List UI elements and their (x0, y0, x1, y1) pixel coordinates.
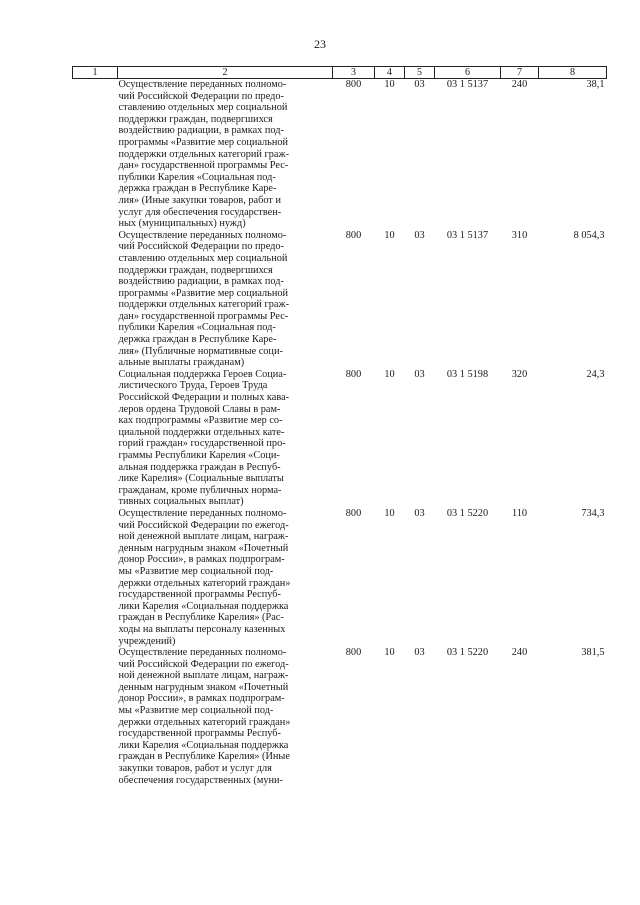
row-code-5: 03 (414, 79, 425, 90)
column-number-8: 8 (539, 67, 607, 79)
table-row (73, 369, 607, 508)
row-description: Социальная поддержка Героев Социа- листического Труда, Героев Труда Российской Федерации и полных кава- леров ордена Трудовой Славы в рам- ках подпрограммы «Развитие мер со- циальной поддержки отдельных кате- горий граждан» государственной про- граммы Республики Карелия «Соци- альная поддержка граждан в Респуб- лике Карелия» (Социальные выплаты гражданам, кроме публичных норма- тивных социальных выплат) (118, 368, 290, 508)
page-number: 23 (314, 37, 326, 51)
row-description: Осуществление переданных полномо- чий Российской Федерации по ежегод- ной денежной выплате лицам, награж- денным нагрудным знаком «Почетный донор России», в рамках подпрограм- мы «Развитие мер социальной под- держки отдельных категорий граждан» государственной программы Респуб- лики Карелия «Социальная поддержка граждан в Республике Карелия» (Иные закупки товаров, работ и услуг для обеспечения государственных (муни- (118, 647, 291, 786)
table-row (73, 79, 607, 230)
row-amount: 38,1 (586, 79, 605, 90)
column-number-3: 3 (333, 67, 375, 79)
column-number-row (73, 67, 607, 79)
row-spacer-cell (73, 369, 117, 508)
row-code-7: 310 (511, 229, 528, 241)
table-body (73, 79, 607, 787)
row-code-3: 800 (345, 368, 362, 380)
column-number-6: 6 (435, 67, 501, 79)
row-amount: 734,3 (581, 507, 605, 519)
row-code-6: 03 1 5198 (446, 368, 489, 380)
column-number-5: 5 (405, 67, 435, 79)
row-code-7: 320 (511, 368, 528, 380)
row-spacer-cell (73, 508, 117, 647)
column-number-2: 2 (222, 67, 228, 78)
row-code-7: 240 (511, 647, 528, 659)
table-row (73, 230, 607, 369)
row-code-4: 10 (384, 79, 395, 90)
row-code-4: 10 (384, 368, 395, 380)
row-description: Осуществление переданных полномо- чий Российской Федерации по предо- ставлению отдельных мер социальной поддержки граждан, подвергшихся воздействию радиации, в рамках под- программы «Развитие мер социальной поддержки отдельных категорий граж- дан» государственной программы Рес- публики Карелия «Социальная под- держка граждан в Республике Каре- лия» (Иные закупки товаров, работ и услуг для обеспечения государствен- ных (муниципальных) нужд) (118, 79, 289, 230)
row-amount: 24,3 (586, 368, 605, 380)
budget-table (72, 66, 607, 786)
row-spacer-cell (73, 230, 117, 369)
row-code-5: 03 (414, 229, 425, 241)
column-number-4: 4 (375, 67, 405, 79)
table-row (73, 508, 607, 647)
row-code-3: 800 (345, 79, 362, 90)
row-amount: 381,5 (581, 647, 605, 659)
row-code-4: 10 (384, 647, 395, 659)
table-header (73, 67, 607, 79)
table-row (73, 647, 607, 786)
column-number-1: 1 (73, 67, 118, 78)
row-code-5: 03 (414, 647, 425, 659)
row-spacer-cell (73, 79, 117, 230)
row-code-6: 03 1 5137 (446, 229, 489, 241)
row-description: Осуществление переданных полномо- чий Российской Федерации по ежегод- ной денежной выплате лицам, награж- денным нагрудным знаком «Почетный донор России», в рамках подпрограм- мы «Развитие мер социальной под- держки отдельных категорий граждан» государственной программы Респуб- лики Карелия «Социальная поддержка граждан в Республике Карелия» (Рас- ходы на выплаты персоналу казенных учреждений) (118, 507, 291, 647)
row-code-3: 800 (345, 507, 362, 519)
column-number-7: 7 (501, 67, 539, 79)
row-code-4: 10 (384, 229, 395, 241)
row-spacer-cell (73, 647, 117, 786)
column-number-1-2 (73, 67, 333, 79)
row-amount: 8 054,3 (573, 229, 605, 241)
row-code-7: 110 (511, 507, 528, 519)
row-code-6: 03 1 5137 (446, 79, 489, 90)
row-code-7: 240 (511, 79, 528, 90)
row-code-4: 10 (384, 507, 395, 519)
row-code-6: 03 1 5220 (446, 507, 489, 519)
row-code-3: 800 (345, 647, 362, 659)
row-code-6: 03 1 5220 (446, 647, 489, 659)
row-description: Осуществление переданных полномо- чий Российской Федерации по предо- ставлению отдельных мер социальной поддержки граждан, подвергшихся воздействию радиации, в рамках под- программы «Развитие мер социальной поддержки отдельных категорий граж- дан» государственной программы Рес- публики Карелия «Социальная под- держка граждан в Республике Каре- лия» (Публичные нормативные соци- альные выплаты гражданам) (118, 229, 289, 369)
row-code-5: 03 (414, 507, 425, 519)
row-code-5: 03 (414, 368, 425, 380)
row-code-3: 800 (345, 229, 362, 241)
